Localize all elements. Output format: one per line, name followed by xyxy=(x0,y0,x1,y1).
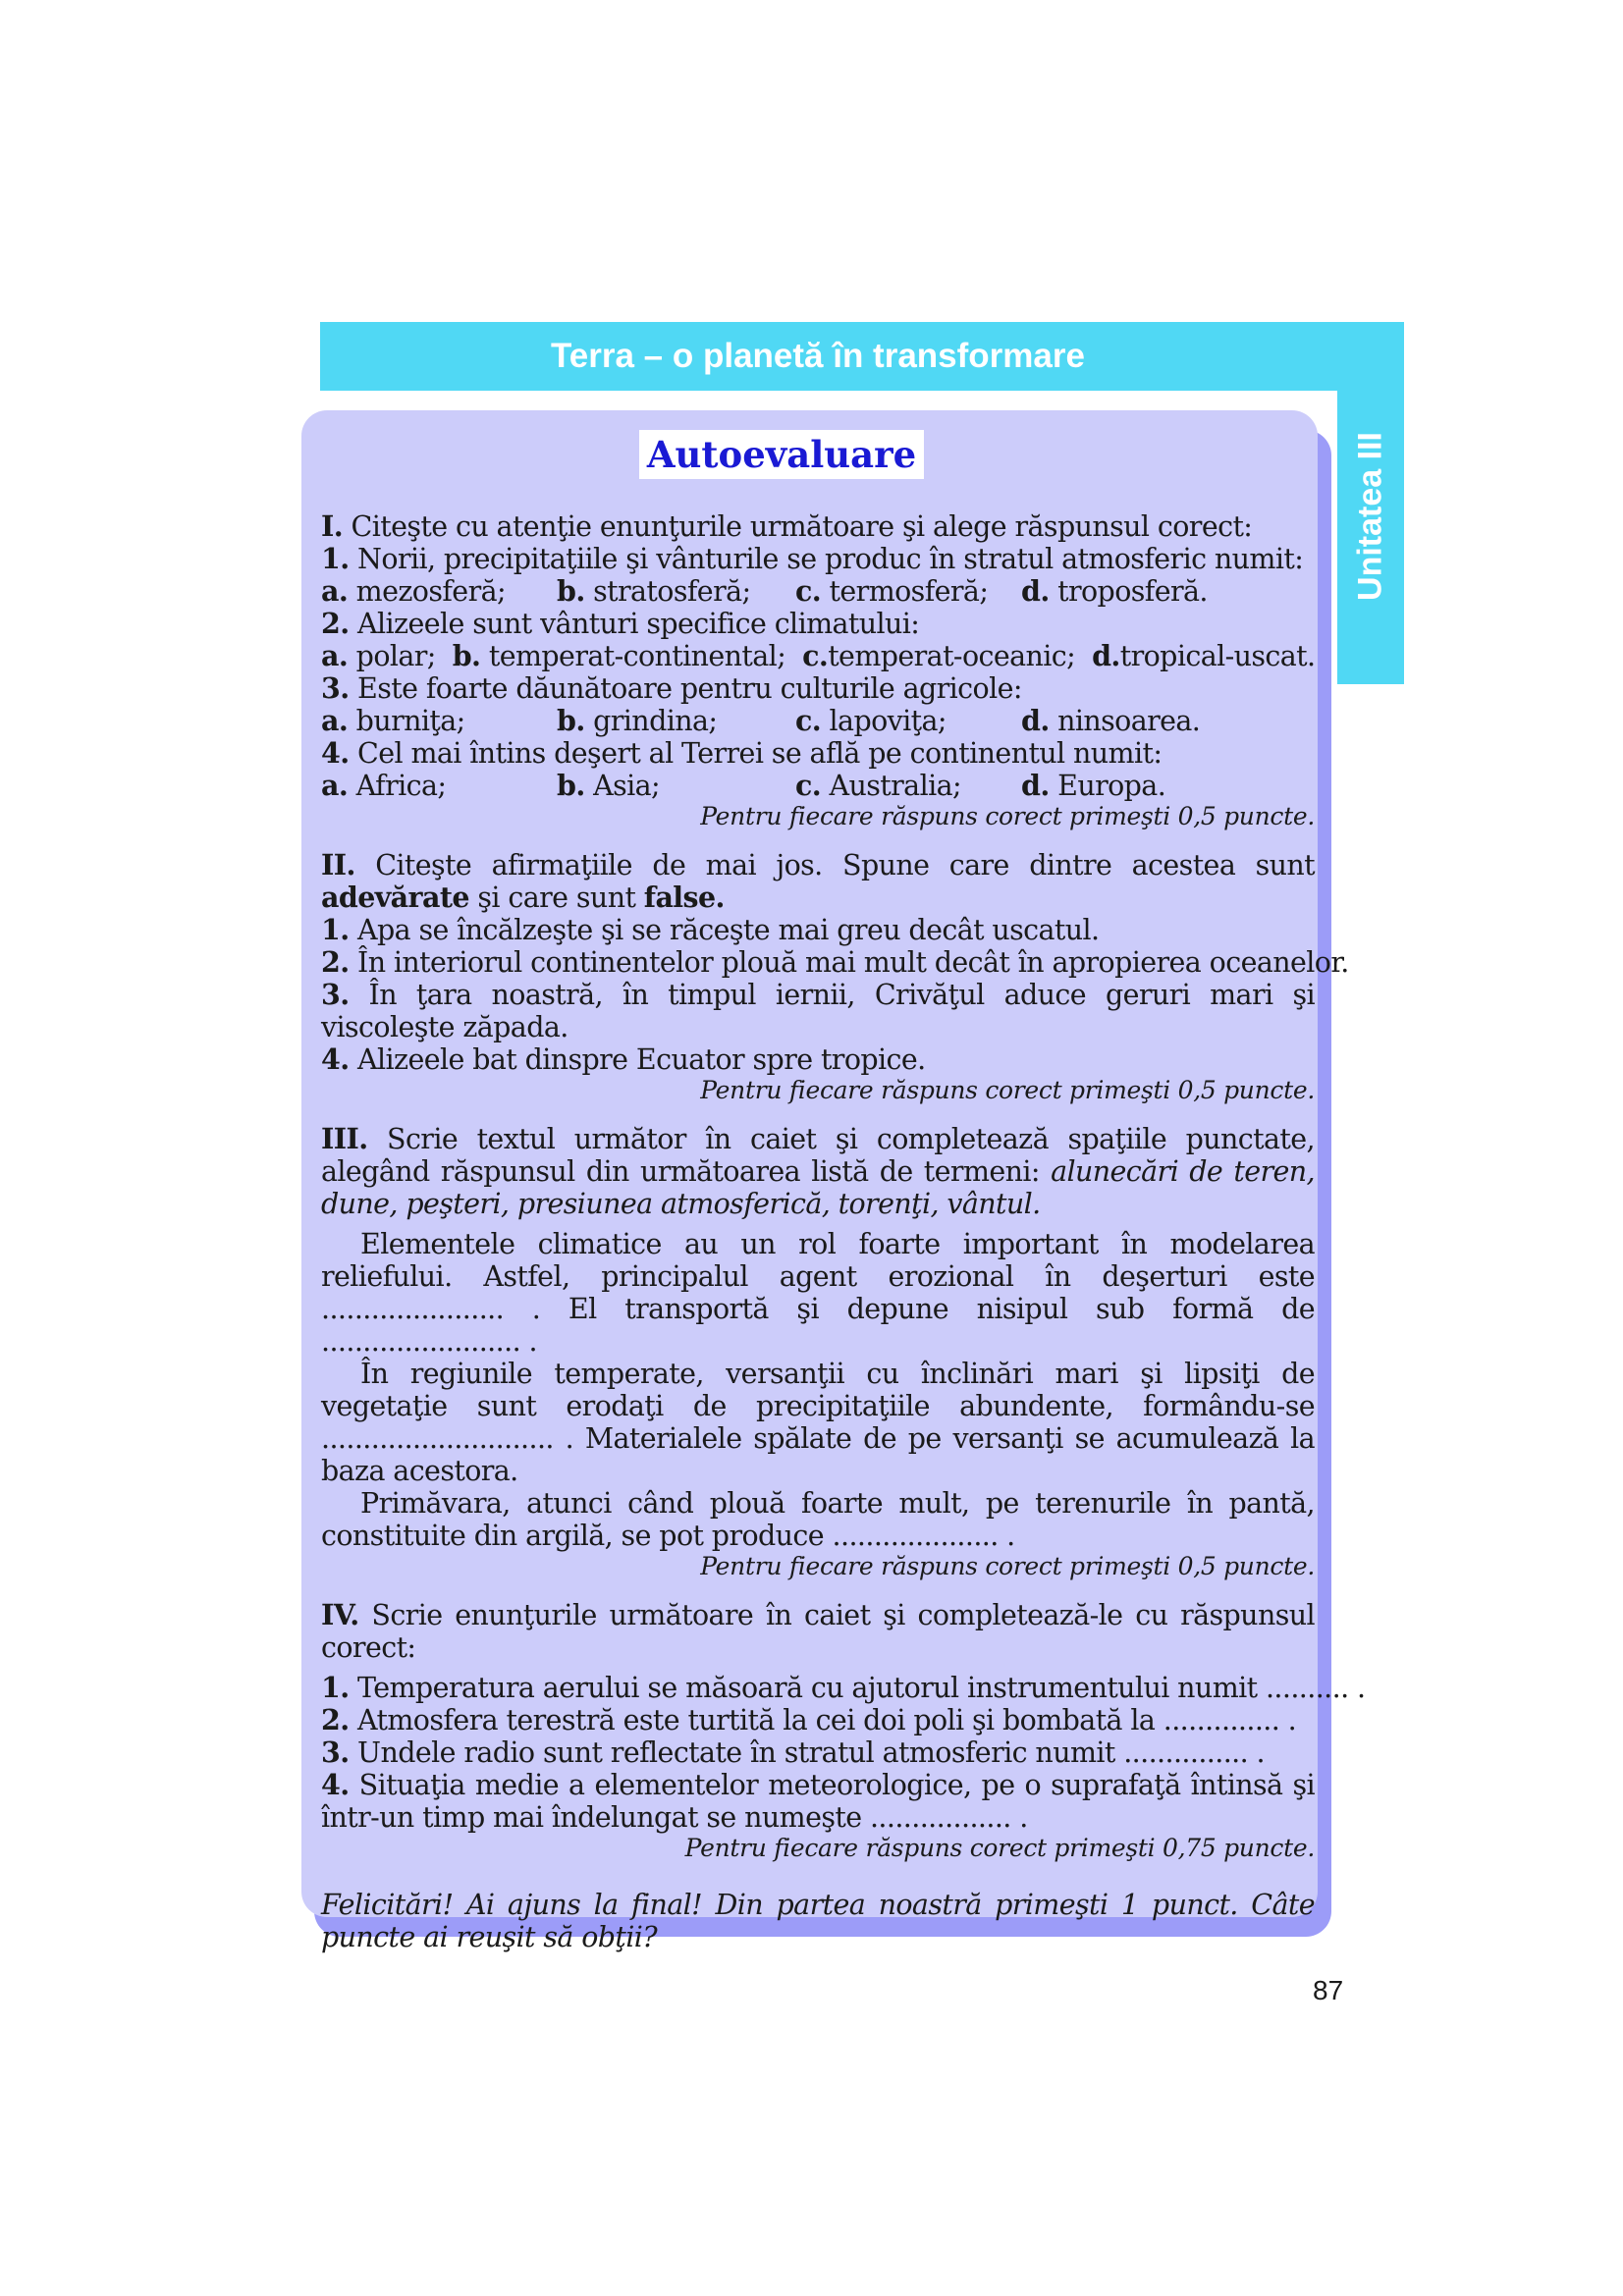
s1-question-1: 1. Norii, precipitaţiile şi vânturile se produc în stratul atmosferic numit: xyxy=(321,542,1304,575)
option-c: c.temperat-oceanic; xyxy=(802,639,1076,672)
s4-item-1: 1. Temperatura aerului se măsoară cu ajutorul instrumentului numit .......... . xyxy=(321,1671,1366,1704)
option-d: d. Europa. xyxy=(1021,769,1166,802)
section-title: Autoevaluare xyxy=(646,433,917,476)
s2-instruction: II. Citeşte afirmaţiile de mai jos. Spune care dintre acestea sunt adevărate şi care sunt false. xyxy=(321,848,1316,914)
s1-q4-options xyxy=(321,770,1315,802)
s2-statement-4: 4. Alizeele bat dinspre Ecuator spre tropice. xyxy=(321,1042,926,1076)
s4-instruction: IV. Scrie enunţurile următoare în caiet şi completează-le cu răspunsul corect: xyxy=(321,1598,1315,1664)
s2-score-note: Pentru fiecare răspuns corect primeşti 0,5 puncte. xyxy=(700,1076,1315,1104)
s2-statement-1: 1. Apa se încălzeşte şi se răceşte mai greu decât uscatul. xyxy=(321,913,1100,946)
option-c: c. Australia; xyxy=(795,769,962,802)
option-b: b. grindina; xyxy=(557,704,718,737)
option-c: c. termosferă; xyxy=(795,574,989,608)
s4-score-note: Pentru fiecare răspuns corect primeşti 0,75 puncte. xyxy=(684,1834,1315,1862)
s3-instruction: III. Scrie textul următor în caiet şi completează spaţiile punctate, alegând răspunsul din următoarea listă de termeni: alunecări de teren, dune, peşteri, presiunea atmosferică, torenţi, vântul. xyxy=(321,1122,1315,1220)
s1-question-4: 4. Cel mai întins deşert al Terrei se află pe continentul numit: xyxy=(321,736,1163,770)
s3-paragraph-1: Elementele climatice au un rol foarte important în modelarea reliefului. Astfel, principalul agent erozional în deşerturi este ...................... . El transportă şi depune nisipul sub formă de ........................ . xyxy=(321,1228,1315,1358)
assessment-content xyxy=(321,509,1366,1953)
s1-q2-options xyxy=(321,640,1315,672)
s1-question-3: 3. Este foarte dăunătoare pentru culturile agricole: xyxy=(321,671,1022,705)
s3-paragraph-2: În regiunile temperate, versanţii cu înclinări mari şi lipsiţi de vegetaţie sunt erodaţi de precipitaţiile abundente, formându-se ............................ . Materialele spălate de pe versanţi se acumulează la baza acestora. xyxy=(321,1358,1315,1487)
option-b: b. stratosferă; xyxy=(557,574,751,608)
chapter-header xyxy=(320,322,1404,391)
unit-label: Unitatea III xyxy=(1351,432,1389,601)
page-number: 87 xyxy=(1313,1975,1344,2005)
s3-score-note: Pentru fiecare răspuns corect primeşti 0,5 puncte. xyxy=(700,1552,1315,1580)
s1-instruction: I. Citeşte cu atenţie enunţurile următoare şi alege răspunsul corect: xyxy=(321,509,1253,543)
option-a: a. polar; xyxy=(321,639,436,672)
s4-item-2: 2. Atmosfera terestră este turtită la cei doi poli şi bombată la .............. . xyxy=(321,1703,1297,1736)
s1-score-note: Pentru fiecare răspuns corect primeşti 0,5 puncte. xyxy=(700,802,1315,830)
option-d: d.tropical-uscat. xyxy=(1092,639,1316,672)
s1-q1-options xyxy=(321,575,1315,608)
option-a: a. burniţa; xyxy=(321,704,465,737)
s1-q3-options xyxy=(321,705,1315,737)
s4-item-3: 3. Undele radio sunt reflectate în stratul atmosferic numit ............... . xyxy=(321,1735,1266,1769)
s2-statement-2: 2. În interiorul continentelor plouă mai mult decât în apropierea oceanelor. xyxy=(321,945,1349,979)
option-a: a. Africa; xyxy=(321,769,447,802)
chapter-title: Terra – o planetă în transformare xyxy=(551,337,1085,375)
closing-message: Felicitări! Ai ajuns la final! Din partea noastră primeşti 1 punct. Câte puncte ai reuşit să obţii? xyxy=(321,1889,1315,1953)
s3-paragraph-3: Primăvara, atunci când plouă foarte mult, pe terenurile în pantă, constituite din argilă, se pot produce .................... . xyxy=(321,1487,1315,1552)
section-title-box xyxy=(639,430,924,479)
option-b: b. Asia; xyxy=(557,769,661,802)
unit-side-tab xyxy=(1337,391,1404,684)
option-c: c. lapoviţa; xyxy=(795,704,947,737)
option-d: d. troposferă. xyxy=(1021,574,1208,608)
s1-question-2: 2. Alizeele sunt vânturi specifice climatului: xyxy=(321,607,920,640)
option-b: b. temperat-continental; xyxy=(452,639,786,672)
s4-item-4: 4. Situaţia medie a elementelor meteorologice, pe o suprafaţă întinsă şi într-un timp mai îndelungat se numeşte ................. . xyxy=(321,1768,1315,1834)
option-d: d. ninsoarea. xyxy=(1021,704,1201,737)
option-a: a. mezosferă; xyxy=(321,574,506,608)
s2-statement-3: 3. În ţara noastră, în timpul iernii, Crivăţul aduce geruri mari şi viscoleşte zăpada. xyxy=(321,978,1315,1043)
